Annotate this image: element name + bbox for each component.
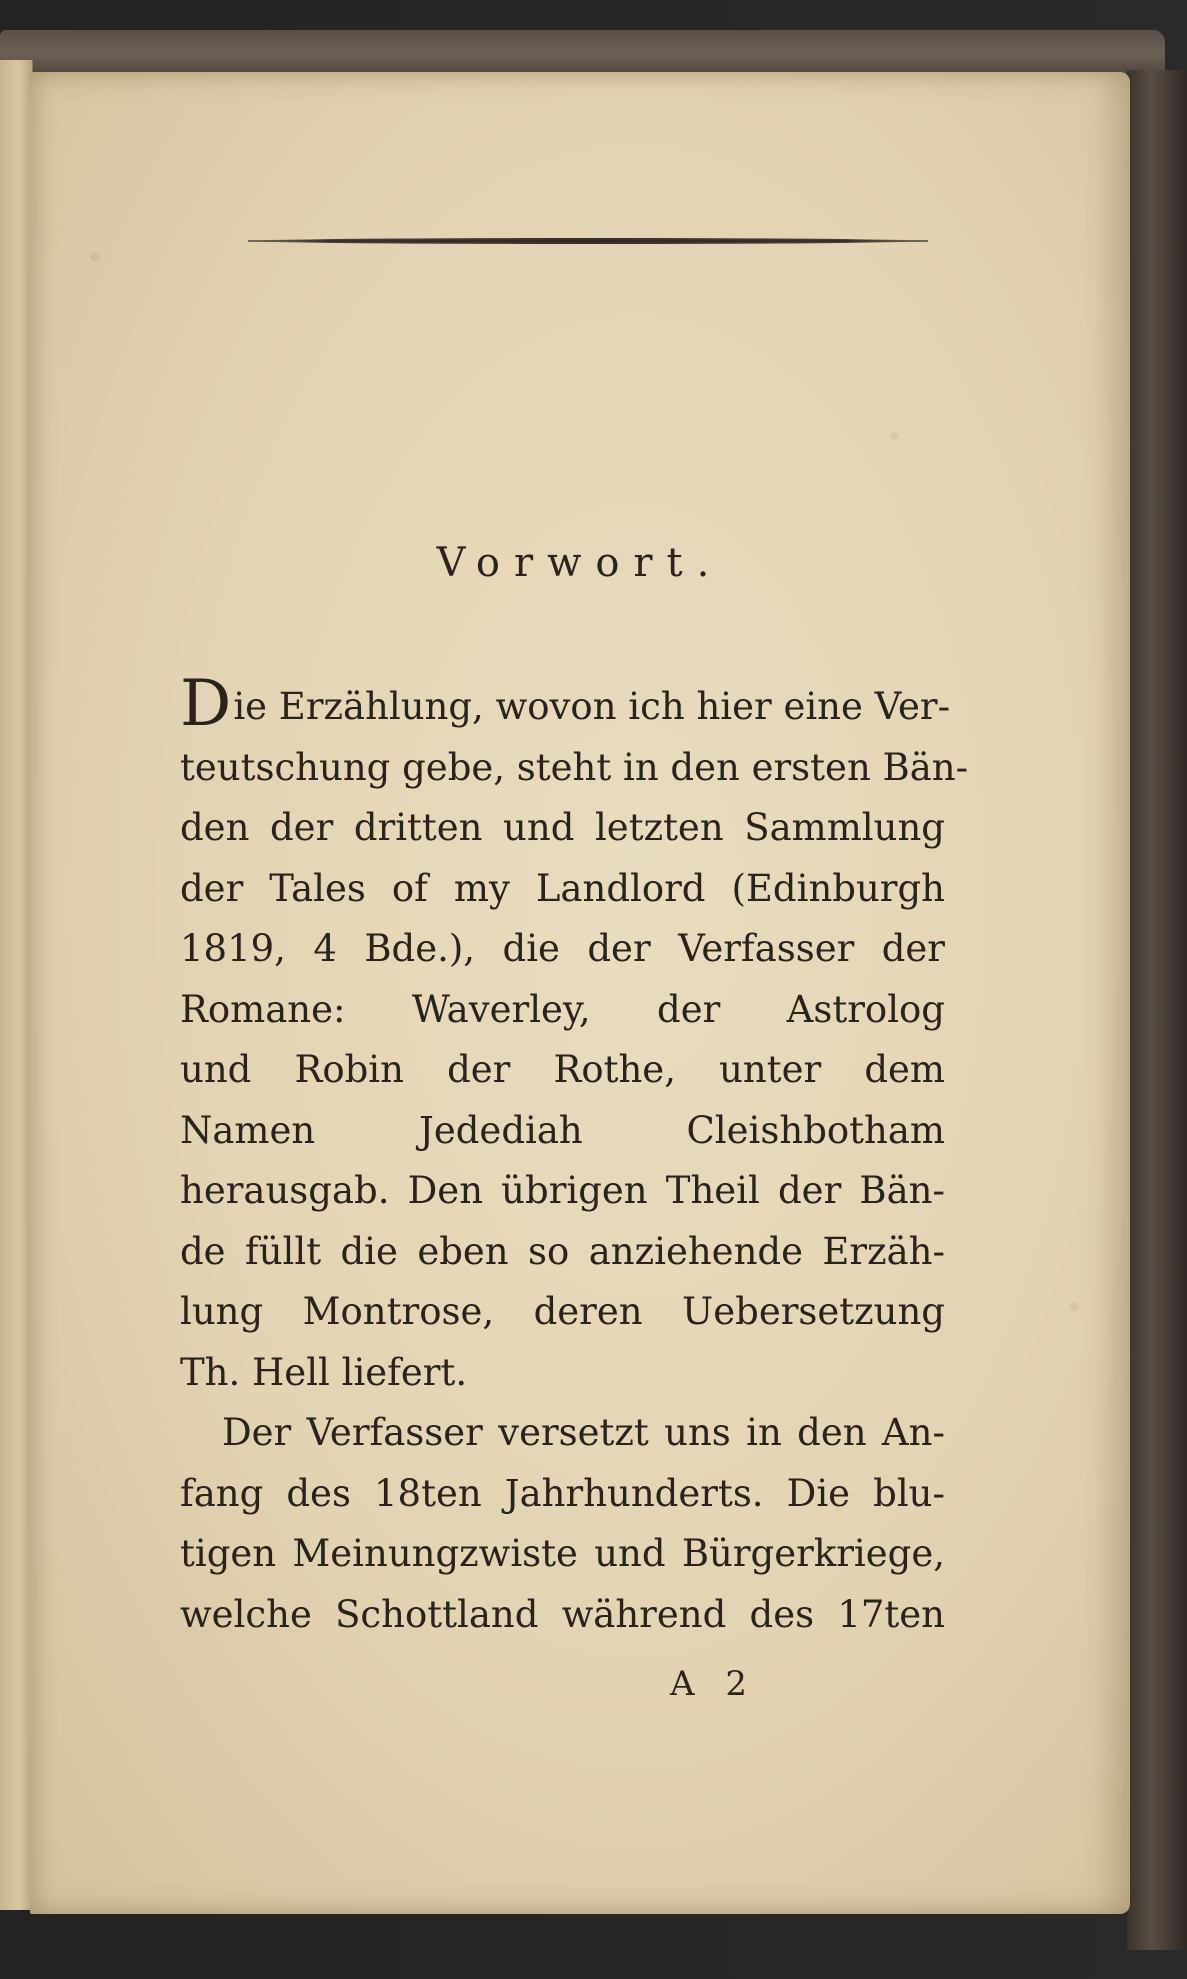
facing-page-edge — [0, 60, 33, 1910]
paper-spot — [1070, 1302, 1079, 1311]
text-line: und Robin der Rothe, unter dem — [180, 1048, 945, 1091]
body-text — [180, 667, 969, 1645]
text-line: de füllt die eben so anziehende Erzäh- — [180, 1229, 945, 1273]
text-line: herausgab. Den übrigen Theil der Bän- — [180, 1169, 945, 1212]
book-page — [30, 72, 1130, 1914]
book-cover-right — [1127, 70, 1187, 1950]
text-line: fang des 18ten Jahrhunderts. Die blu- — [180, 1471, 945, 1515]
paper-spot — [890, 432, 898, 440]
paragraph-1 — [180, 667, 969, 1403]
book-cover-top — [0, 30, 1165, 78]
text-line: Th. Hell liefert. — [180, 1350, 468, 1394]
text-line: Namen Jedediah Cleishbotham — [180, 1108, 945, 1152]
text-line: Romane: Waverley, der Astrolog — [180, 987, 945, 1031]
text-line: Der Verfasser versetzt uns in den An- — [222, 1411, 945, 1454]
text-line: tigen Meinungzwiste und Bürgerkriege, — [180, 1532, 945, 1575]
text-line-rest: ie Erzählung, wovon ich hier eine Ver- — [233, 685, 951, 728]
text-line: den der dritten und letzten Sammlung — [180, 806, 945, 849]
text-line: der Tales of my Landlord (Edinburgh — [180, 866, 945, 910]
page-heading: Vorwort. — [436, 540, 724, 586]
text-line: 1819, 4 Bde.), die der Verfasser der — [180, 927, 945, 970]
signature-mark: A 2 — [670, 1664, 757, 1704]
ornamental-rule — [248, 238, 928, 244]
drop-cap: D — [180, 667, 232, 741]
paragraph-2 — [180, 1403, 945, 1645]
text-line: lung Montrose, deren Uebersetzung — [180, 1290, 945, 1333]
text-line — [180, 667, 951, 741]
text-line: welche Schottland während des 17ten — [180, 1592, 945, 1636]
text-line: teutschung gebe, steht in den ersten Bän- — [180, 745, 969, 789]
paper-spot — [90, 252, 100, 262]
